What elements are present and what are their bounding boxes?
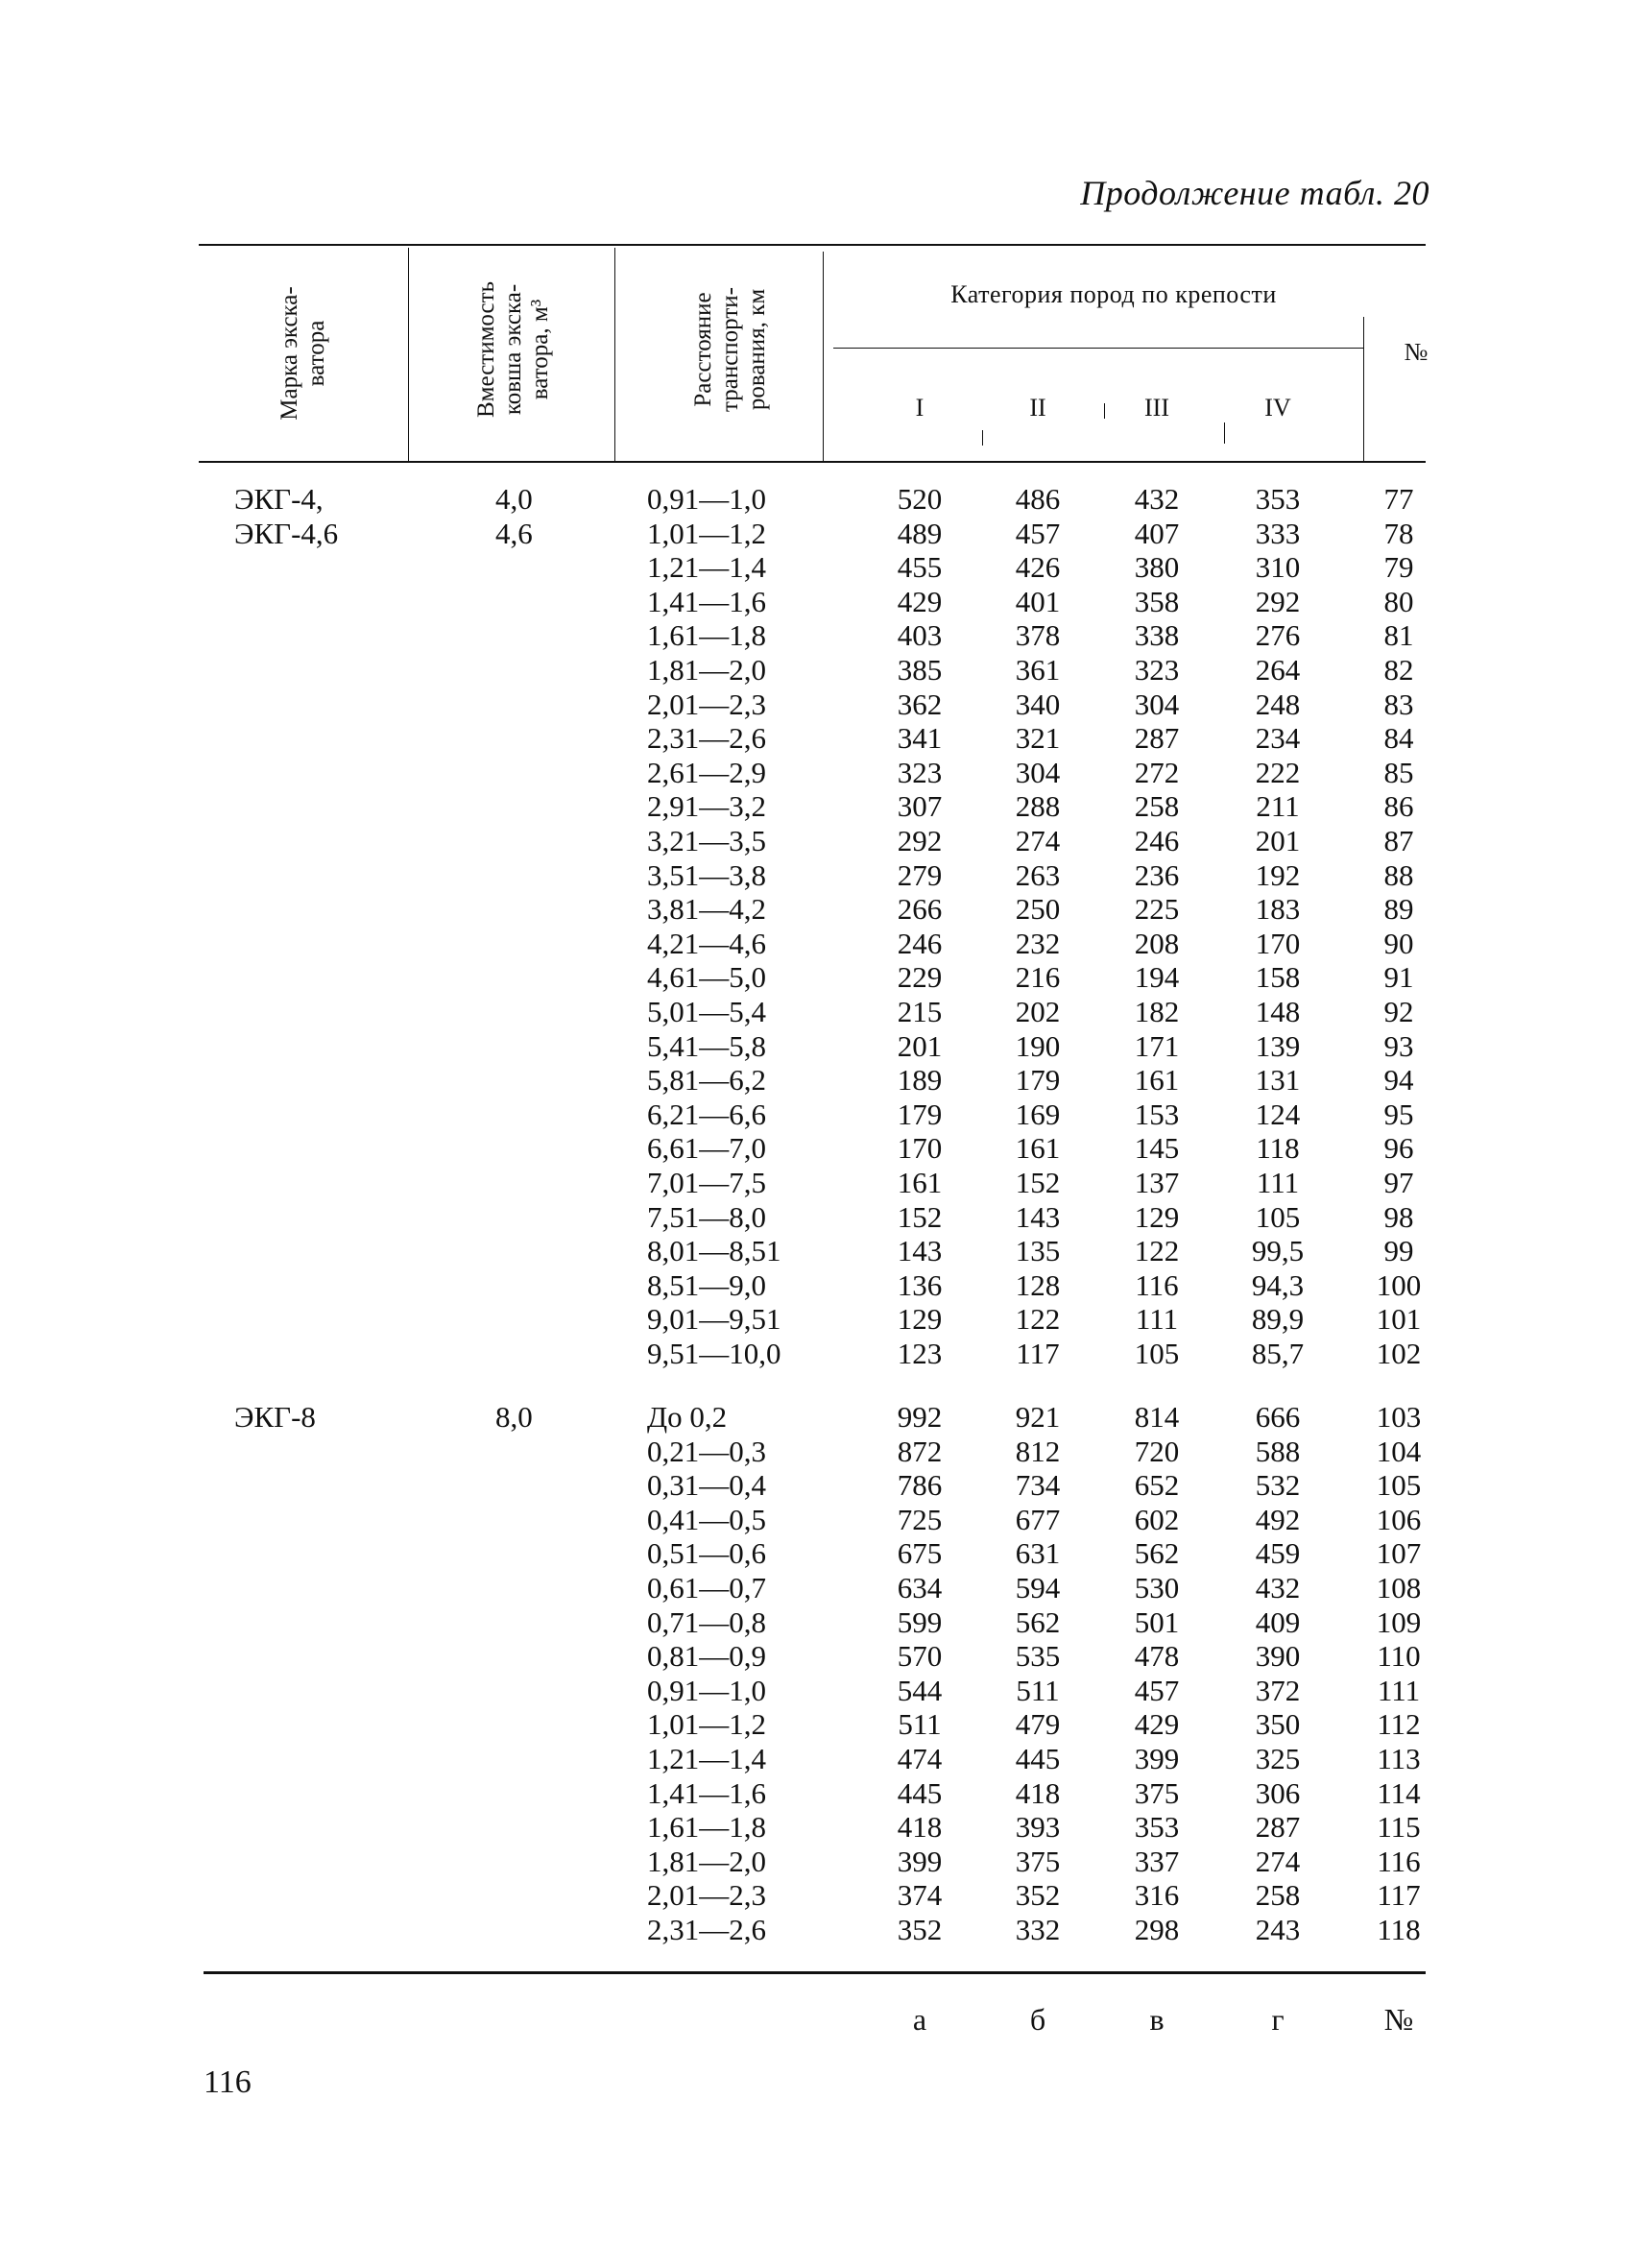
value-ii: 418 [1015, 1775, 1061, 1810]
value-iv: 372 [1255, 1673, 1301, 1707]
value-ii: 734 [1015, 1468, 1061, 1503]
value-i: 143 [897, 1234, 943, 1268]
value-iii: 236 [1134, 857, 1180, 892]
value-i: 455 [897, 550, 943, 585]
value-iv: 234 [1255, 721, 1301, 756]
header-distance: Расстояние транспорти- рования, км [690, 287, 770, 412]
value-iv: 148 [1255, 995, 1301, 1028]
transport-distance: 2,31—2,6 [647, 721, 766, 756]
value-iv: 390 [1255, 1639, 1301, 1674]
value-iv: 588 [1255, 1434, 1301, 1468]
value-i: 403 [897, 618, 943, 653]
value-ii: 479 [1015, 1707, 1061, 1742]
row-number: 82 [1383, 653, 1414, 687]
header-row-number: № [1404, 338, 1429, 366]
value-iii: 272 [1134, 755, 1180, 789]
value-ii: 321 [1015, 721, 1061, 756]
page-number: 116 [204, 2064, 252, 2100]
value-iv: 432 [1255, 1571, 1301, 1604]
value-ii: 445 [1015, 1742, 1061, 1775]
transport-distance: 0,51—0,6 [647, 1536, 766, 1571]
row-number: 83 [1383, 687, 1414, 721]
row-number: 98 [1383, 1199, 1414, 1234]
transport-distance: 0,61—0,7 [647, 1571, 766, 1604]
value-i: 161 [897, 1166, 943, 1199]
value-iv: 459 [1255, 1536, 1301, 1571]
transport-distance: 3,51—3,8 [647, 857, 766, 892]
value-iii: 478 [1134, 1639, 1180, 1674]
row-number: 99 [1383, 1234, 1414, 1268]
value-iii: 501 [1134, 1604, 1180, 1639]
value-iii: 137 [1134, 1166, 1180, 1199]
row-number: 97 [1383, 1166, 1414, 1199]
row-number: 117 [1377, 1878, 1421, 1913]
column-divider [1363, 317, 1364, 461]
value-ii: 401 [1015, 584, 1061, 618]
header-category-iii: III [1144, 394, 1169, 422]
row-number: 80 [1383, 584, 1414, 618]
column-divider [823, 252, 824, 461]
value-iii: 429 [1134, 1707, 1180, 1742]
value-iii: 208 [1134, 926, 1180, 960]
value-iv: 131 [1255, 1063, 1301, 1098]
value-iii: 287 [1134, 721, 1180, 756]
value-iii: 122 [1134, 1234, 1180, 1268]
row-number: 93 [1383, 1028, 1414, 1063]
value-iii: 407 [1134, 516, 1180, 550]
value-i: 570 [897, 1639, 943, 1674]
footer-no: № [1383, 2002, 1414, 2037]
value-ii: 677 [1015, 1502, 1061, 1536]
value-iii: 720 [1134, 1434, 1180, 1468]
header-category-iv: IV [1264, 394, 1291, 422]
value-i: 170 [897, 1131, 943, 1166]
value-iv: 276 [1255, 618, 1301, 653]
value-iii: 375 [1134, 1775, 1180, 1810]
bucket-capacity: 4,6 [495, 516, 533, 550]
value-iii: 358 [1134, 584, 1180, 618]
bucket-capacity: 4,0 [495, 482, 533, 516]
value-ii: 631 [1015, 1536, 1061, 1571]
transport-distance: 5,41—5,8 [647, 1028, 766, 1063]
row-number: 105 [1376, 1468, 1422, 1503]
value-i: 307 [897, 789, 943, 824]
tick-mark [982, 430, 983, 446]
value-ii: 152 [1015, 1166, 1061, 1199]
transport-distance: 1,21—1,4 [647, 550, 766, 585]
transport-distance: 9,01—9,51 [647, 1302, 781, 1337]
value-ii: 535 [1015, 1639, 1061, 1674]
transport-distance: 2,01—2,3 [647, 1878, 766, 1913]
value-iii: 562 [1134, 1536, 1180, 1571]
transport-distance: 7,01—7,5 [647, 1166, 766, 1199]
value-i: 246 [897, 926, 943, 960]
row-number: 110 [1377, 1639, 1421, 1674]
row-number: 90 [1383, 926, 1414, 960]
header-category-i: I [915, 394, 925, 422]
row-number: 94 [1383, 1063, 1414, 1098]
value-ii: 375 [1015, 1844, 1061, 1878]
transport-distance: 1,01—1,2 [647, 1707, 766, 1742]
value-iv: 85,7 [1251, 1337, 1305, 1370]
value-i: 179 [897, 1097, 943, 1131]
value-iv: 201 [1255, 824, 1301, 857]
value-ii: 288 [1015, 789, 1061, 824]
transport-distance: 0,71—0,8 [647, 1604, 766, 1639]
footer-a: а [912, 2002, 927, 2037]
value-i: 429 [897, 584, 943, 618]
value-i: 292 [897, 824, 943, 857]
header-category-ii: II [1029, 394, 1046, 422]
value-ii: 594 [1015, 1571, 1061, 1604]
value-iv: 211 [1256, 789, 1300, 824]
transport-distance: 8,51—9,0 [647, 1267, 766, 1302]
row-number: 108 [1376, 1571, 1422, 1604]
excavator-brand: ЭКГ-8 [234, 1400, 316, 1434]
value-ii: 921 [1015, 1400, 1061, 1434]
value-iii: 246 [1134, 824, 1180, 857]
value-iv: 124 [1255, 1097, 1301, 1131]
value-iii: 652 [1134, 1468, 1180, 1503]
transport-distance: 8,01—8,51 [647, 1234, 781, 1268]
value-iii: 171 [1134, 1028, 1180, 1063]
value-iv: 532 [1255, 1468, 1301, 1503]
transport-distance: 6,61—7,0 [647, 1131, 766, 1166]
value-iv: 139 [1255, 1028, 1301, 1063]
value-iv: 248 [1255, 687, 1301, 721]
value-iii: 225 [1134, 892, 1180, 927]
value-iv: 111 [1256, 1166, 1300, 1199]
transport-distance: 1,81—2,0 [647, 1844, 766, 1878]
value-ii: 562 [1015, 1604, 1061, 1639]
value-i: 511 [898, 1707, 942, 1742]
value-iii: 161 [1134, 1063, 1180, 1098]
value-ii: 122 [1015, 1302, 1061, 1337]
row-number: 101 [1376, 1302, 1422, 1337]
value-iii: 530 [1134, 1571, 1180, 1604]
transport-distance: 2,01—2,3 [647, 687, 766, 721]
transport-distance: 0,21—0,3 [647, 1434, 766, 1468]
row-number: 92 [1383, 995, 1414, 1028]
value-iv: 183 [1255, 892, 1301, 927]
row-number: 91 [1383, 960, 1414, 995]
value-i: 152 [897, 1199, 943, 1234]
value-iv: 292 [1255, 584, 1301, 618]
value-ii: 232 [1015, 926, 1061, 960]
footer-b: б [1029, 2002, 1046, 2037]
value-iv: 192 [1255, 857, 1301, 892]
value-iv: 287 [1255, 1810, 1301, 1845]
value-ii: 143 [1015, 1199, 1061, 1234]
bucket-capacity: 8,0 [495, 1400, 533, 1434]
value-iv: 274 [1255, 1844, 1301, 1878]
value-i: 520 [897, 482, 943, 516]
row-number: 96 [1383, 1131, 1414, 1166]
transport-distance: 1,61—1,8 [647, 1810, 766, 1845]
row-number: 106 [1376, 1502, 1422, 1536]
value-iv: 158 [1255, 960, 1301, 995]
transport-distance: 5,81—6,2 [647, 1063, 766, 1098]
value-iv: 350 [1255, 1707, 1301, 1742]
value-i: 215 [897, 995, 943, 1028]
value-ii: 202 [1015, 995, 1061, 1028]
value-i: 599 [897, 1604, 943, 1639]
transport-distance: 1,01—1,2 [647, 516, 766, 550]
row-number: 100 [1376, 1267, 1422, 1302]
transport-distance: 3,21—3,5 [647, 824, 766, 857]
value-iii: 258 [1134, 789, 1180, 824]
row-number: 102 [1376, 1337, 1422, 1370]
value-i: 229 [897, 960, 943, 995]
value-i: 201 [897, 1028, 943, 1063]
value-iii: 457 [1134, 1673, 1180, 1707]
row-number: 86 [1383, 789, 1414, 824]
value-iii: 304 [1134, 687, 1180, 721]
value-iii: 316 [1134, 1878, 1180, 1913]
value-i: 123 [897, 1337, 943, 1370]
value-i: 474 [897, 1742, 943, 1775]
row-number: 85 [1383, 755, 1414, 789]
header-brand: Марка экска- ватора [276, 286, 329, 421]
row-number: 84 [1383, 721, 1414, 756]
value-iv: 222 [1255, 755, 1301, 789]
value-i: 399 [897, 1844, 943, 1878]
category-rule [833, 348, 1363, 349]
transport-distance: 2,31—2,6 [647, 1913, 766, 1946]
row-number: 95 [1383, 1097, 1414, 1131]
value-iii: 298 [1134, 1913, 1180, 1946]
transport-distance: 1,41—1,6 [647, 1775, 766, 1810]
transport-distance: 4,21—4,6 [647, 926, 766, 960]
row-number: 104 [1376, 1434, 1422, 1468]
transport-distance: 1,41—1,6 [647, 584, 766, 618]
value-iv: 170 [1255, 926, 1301, 960]
transport-distance: 0,91—1,0 [647, 1673, 766, 1707]
table-caption: Продолжение табл. 20 [1080, 174, 1429, 212]
transport-distance: 1,61—1,8 [647, 618, 766, 653]
row-number: 81 [1383, 618, 1414, 653]
value-iii: 145 [1134, 1131, 1180, 1166]
value-ii: 161 [1015, 1131, 1061, 1166]
value-ii: 426 [1015, 550, 1061, 585]
value-ii: 511 [1016, 1673, 1060, 1707]
value-iii: 399 [1134, 1742, 1180, 1775]
value-iv: 409 [1255, 1604, 1301, 1639]
value-iv: 258 [1255, 1878, 1301, 1913]
value-i: 725 [897, 1502, 943, 1536]
value-ii: 332 [1015, 1913, 1061, 1946]
row-number: 115 [1377, 1810, 1421, 1845]
value-ii: 117 [1016, 1337, 1060, 1370]
value-i: 341 [897, 721, 943, 756]
transport-distance: 0,91—1,0 [647, 482, 766, 516]
value-iv: 105 [1255, 1199, 1301, 1234]
value-i: 129 [897, 1302, 943, 1337]
value-ii: 135 [1015, 1234, 1061, 1268]
value-i: 489 [897, 516, 943, 550]
value-ii: 304 [1015, 755, 1061, 789]
value-i: 634 [897, 1571, 943, 1604]
value-i: 418 [897, 1810, 943, 1845]
row-number: 89 [1383, 892, 1414, 927]
value-iv: 492 [1255, 1502, 1301, 1536]
value-ii: 812 [1015, 1434, 1061, 1468]
row-number: 116 [1377, 1844, 1421, 1878]
value-ii: 457 [1015, 516, 1061, 550]
value-iv: 89,9 [1251, 1302, 1305, 1337]
value-iii: 338 [1134, 618, 1180, 653]
row-number: 118 [1377, 1913, 1421, 1946]
value-iv: 310 [1255, 550, 1301, 585]
value-iv: 118 [1256, 1131, 1300, 1166]
row-number: 112 [1377, 1707, 1421, 1742]
value-iii: 182 [1134, 995, 1180, 1028]
tick-mark [1224, 422, 1225, 444]
value-i: 445 [897, 1775, 943, 1810]
value-iii: 116 [1135, 1267, 1179, 1302]
value-ii: 340 [1015, 687, 1061, 721]
transport-distance: 0,31—0,4 [647, 1468, 766, 1503]
value-ii: 190 [1015, 1028, 1061, 1063]
value-iii: 194 [1134, 960, 1180, 995]
row-number: 78 [1383, 516, 1414, 550]
header-bottom-rule [199, 461, 1426, 463]
transport-distance: 0,81—0,9 [647, 1639, 766, 1674]
excavator-brand: ЭКГ-4,6 [234, 516, 339, 550]
value-i: 136 [897, 1267, 943, 1302]
value-ii: 179 [1015, 1063, 1061, 1098]
value-ii: 486 [1015, 482, 1061, 516]
value-ii: 216 [1015, 960, 1061, 995]
excavator-brand: ЭКГ-4, [234, 482, 324, 516]
value-i: 266 [897, 892, 943, 927]
value-iv: 243 [1255, 1913, 1301, 1946]
value-iv: 99,5 [1251, 1234, 1305, 1268]
value-ii: 361 [1015, 653, 1061, 687]
value-iii: 111 [1135, 1302, 1179, 1337]
value-i: 279 [897, 857, 943, 892]
value-i: 786 [897, 1468, 943, 1503]
value-iii: 105 [1134, 1337, 1180, 1370]
value-ii: 250 [1015, 892, 1061, 927]
transport-distance: 2,91—3,2 [647, 789, 766, 824]
footer-g: г [1271, 2002, 1285, 2037]
value-iv: 94,3 [1251, 1267, 1305, 1302]
transport-distance: До 0,2 [647, 1400, 728, 1434]
value-iii: 432 [1134, 482, 1180, 516]
value-i: 362 [897, 687, 943, 721]
header-capacity: Вместимость ковша экска- ватора, м³ [473, 281, 553, 418]
value-iv: 306 [1255, 1775, 1301, 1810]
value-iii: 337 [1134, 1844, 1180, 1878]
top-rule [199, 244, 1426, 246]
table-bottom-rule [204, 1971, 1426, 1974]
value-iv: 264 [1255, 653, 1301, 687]
row-number: 79 [1383, 550, 1414, 585]
value-ii: 352 [1015, 1878, 1061, 1913]
transport-distance: 4,61—5,0 [647, 960, 766, 995]
value-iii: 814 [1134, 1400, 1180, 1434]
row-number: 114 [1377, 1775, 1421, 1810]
row-number: 111 [1377, 1673, 1421, 1707]
header-category: Категория пород по крепости [950, 280, 1277, 308]
transport-distance: 7,51—8,0 [647, 1199, 766, 1234]
row-number: 87 [1383, 824, 1414, 857]
value-i: 385 [897, 653, 943, 687]
value-iv: 666 [1255, 1400, 1301, 1434]
transport-distance: 9,51—10,0 [647, 1337, 781, 1370]
value-ii: 128 [1015, 1267, 1061, 1302]
value-iv: 333 [1255, 516, 1301, 550]
value-iv: 325 [1255, 1742, 1301, 1775]
value-i: 872 [897, 1434, 943, 1468]
transport-distance: 0,41—0,5 [647, 1502, 766, 1536]
value-i: 992 [897, 1400, 943, 1434]
value-i: 352 [897, 1913, 943, 1946]
value-ii: 274 [1015, 824, 1061, 857]
value-ii: 169 [1015, 1097, 1061, 1131]
value-i: 189 [897, 1063, 943, 1098]
column-divider [614, 248, 615, 461]
value-iii: 129 [1134, 1199, 1180, 1234]
transport-distance: 2,61—2,9 [647, 755, 766, 789]
row-number: 107 [1376, 1536, 1422, 1571]
value-i: 374 [897, 1878, 943, 1913]
footer-v: в [1149, 2002, 1165, 2037]
value-i: 675 [897, 1536, 943, 1571]
value-iii: 380 [1134, 550, 1180, 585]
value-i: 544 [897, 1673, 943, 1707]
transport-distance: 3,81—4,2 [647, 892, 766, 927]
transport-distance: 5,01—5,4 [647, 995, 766, 1028]
value-iii: 602 [1134, 1502, 1180, 1536]
row-number: 77 [1383, 482, 1414, 516]
value-iv: 353 [1255, 482, 1301, 516]
transport-distance: 6,21—6,6 [647, 1097, 766, 1131]
transport-distance: 1,81—2,0 [647, 653, 766, 687]
value-iii: 353 [1134, 1810, 1180, 1845]
value-ii: 393 [1015, 1810, 1061, 1845]
row-number: 109 [1376, 1604, 1422, 1639]
value-ii: 263 [1015, 857, 1061, 892]
column-divider [408, 248, 409, 461]
value-iii: 323 [1134, 653, 1180, 687]
value-ii: 378 [1015, 618, 1061, 653]
row-number: 103 [1376, 1400, 1422, 1434]
transport-distance: 1,21—1,4 [647, 1742, 766, 1775]
row-number: 113 [1377, 1742, 1421, 1775]
row-number: 88 [1383, 857, 1414, 892]
value-i: 323 [897, 755, 943, 789]
value-iii: 153 [1134, 1097, 1180, 1131]
